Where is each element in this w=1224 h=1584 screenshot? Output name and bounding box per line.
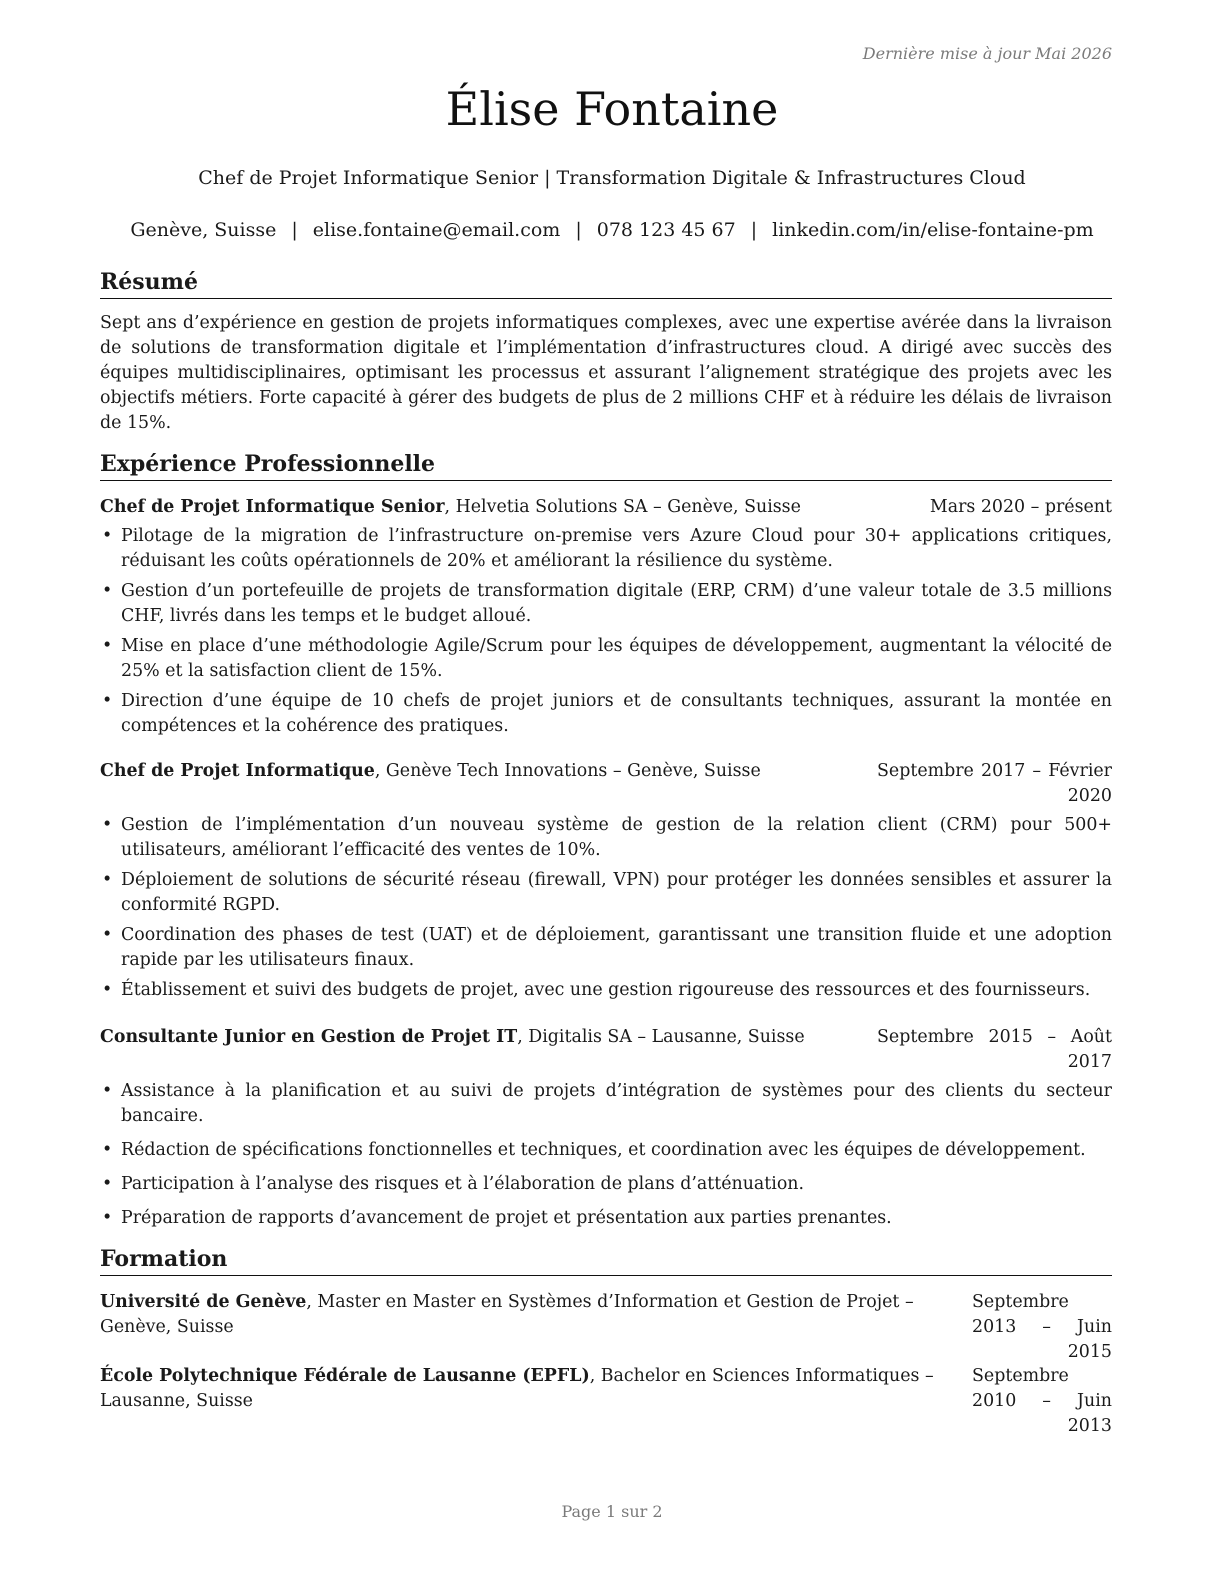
job-company: , Genève Tech Innovations – Genève, Suisse xyxy=(374,761,761,781)
list-item: • Rédaction de spécifications fonctionnelles et techniques, et coordination avec les équipes de développement. xyxy=(100,1138,1112,1163)
contact-separator: | xyxy=(575,219,582,241)
bullet-icon: • xyxy=(102,636,113,656)
education-entry xyxy=(100,1290,1112,1362)
bullet-icon: • xyxy=(102,1208,113,1228)
list-item: • Déploiement de solutions de sécurité réseau (firewall, VPN) pour protéger les données sensibles et assurer la conformité RGPD. xyxy=(102,870,1112,915)
education-dates: Septembre 2013 – Juin 2015 xyxy=(972,1292,1112,1362)
bullet-icon: • xyxy=(102,526,113,546)
education-dates: Septembre 2010 – Juin 2013 xyxy=(972,1366,1112,1436)
list-item: • Établissement et suivi des budgets de projet, avec une gestion rigoureuse des ressources et des fournisseurs. xyxy=(100,978,1112,1003)
education-school: Université de Genève xyxy=(100,1292,307,1312)
education-detail: , Bachelor en Sciences Informatiques – Lausanne, Suisse xyxy=(100,1366,934,1411)
bullet-icon: • xyxy=(102,870,113,890)
candidate-name: Élise Fontaine xyxy=(445,82,779,136)
job-entry xyxy=(100,495,1112,739)
summary-text: Sept ans d’expérience en gestion de projets informatiques complexes, avec une expertise avérée dans la livraison de solutions de transformation digitale et l’implémentation d’infrastructures cloud. A dirigé avec succès des équipes multidisciplinaires, optimisant les processus et assurant l’alignement stratégique des projets avec les objectifs métiers. Forte capacité à gérer des budgets de plus de 2 millions CHF et à réduire les délais de livraison de 15%. xyxy=(100,313,1112,433)
job-dates: Septembre 2015 – Août 2017 xyxy=(877,1027,1112,1072)
contact-line xyxy=(0,219,1224,241)
summary-section xyxy=(100,268,1112,436)
job-role: Chef de Projet Informatique Senior xyxy=(100,497,445,517)
bullet-icon: • xyxy=(102,1140,113,1160)
list-item: • Mise en place d’une méthodologie Agile/Scrum pour les équipes de développement, augmentant la vélocité de 25% et la satisfaction client de 15%. xyxy=(102,636,1112,681)
job-dates: Mars 2020 – présent xyxy=(929,497,1112,517)
job-dates: Septembre 2017 – Février 2020 xyxy=(877,761,1112,806)
job-company: , Digitalis SA – Lausanne, Suisse xyxy=(517,1027,805,1047)
job-bullets xyxy=(100,524,1112,739)
job-entry xyxy=(100,759,1112,1003)
page-number: Page 1 sur 2 xyxy=(561,1502,663,1521)
list-item: • Gestion de l’implémentation d’un nouveau système de gestion de la relation client (CRM) pour 500+ utilisateurs, améliorant l’efficacité des ventes de 10%. xyxy=(102,815,1112,860)
education-detail: , Master en Master en Systèmes d’Information et Gestion de Projet – Genève, Suisse xyxy=(100,1292,914,1337)
list-item: • Gestion d’un portefeuille de projets de transformation digitale (ERP, CRM) d’une valeur totale de 3.5 millions CHF, livrés dans les temps et le budget alloué. xyxy=(102,581,1112,626)
bullet-icon: • xyxy=(102,1174,113,1194)
list-item: • Pilotage de la migration de l’infrastructure on-premise vers Azure Cloud pour 30+ applications critiques, réduisant les coûts opérationnels de 20% et améliorant la résilience du système. xyxy=(102,526,1112,571)
bullet-icon: • xyxy=(102,1081,113,1101)
contact-email[interactable]: elise.fontaine@email.com xyxy=(312,219,561,241)
job-bullets xyxy=(100,1079,1112,1231)
list-item: • Assistance à la planification et au suivi de projets d’intégration de systèmes pour des clients du secteur bancaire. xyxy=(102,1081,1112,1126)
section-title-experience: Expérience Professionnelle xyxy=(100,450,1112,481)
job-bullets xyxy=(100,813,1112,1003)
list-item: • Participation à l’analyse des risques et à l’élaboration de plans d’atténuation. xyxy=(100,1172,1112,1197)
education-entry xyxy=(100,1364,1112,1436)
job-header xyxy=(100,1025,1112,1075)
education-section xyxy=(100,1245,1112,1436)
education-school: École Polytechnique Fédérale de Lausanne (EPFL) xyxy=(100,1366,590,1386)
contact-location: Genève, Suisse xyxy=(130,219,277,241)
job-role: Consultante Junior en Gestion de Projet IT xyxy=(100,1027,518,1047)
job-entry xyxy=(100,1025,1112,1231)
section-title-education: Formation xyxy=(100,1245,1112,1276)
job-role: Chef de Projet Informatique xyxy=(100,761,375,781)
job-header xyxy=(100,495,1112,520)
bullet-icon: • xyxy=(102,980,113,1000)
job-header xyxy=(100,759,1112,809)
contact-linkedin[interactable]: linkedin.com/in/elise-fontaine-pm xyxy=(772,219,1094,241)
job-company: , Helvetia Solutions SA – Genève, Suisse xyxy=(444,497,801,517)
section-title-summary: Résumé xyxy=(100,268,1112,299)
list-item: • Coordination des phases de test (UAT) et de déploiement, garantissant une transition fluide et une adoption rapide par les utilisateurs finaux. xyxy=(102,925,1112,970)
contact-separator: | xyxy=(750,219,758,241)
bullet-icon: • xyxy=(102,691,113,711)
bullet-icon: • xyxy=(102,925,113,945)
experience-section xyxy=(100,450,1112,1231)
contact-phone: 078 123 45 67 xyxy=(596,219,736,241)
list-item: • Direction d’une équipe de 10 chefs de projet juniors et de consultants techniques, assurant la montée en compétences et la cohérence des pratiques. xyxy=(102,691,1112,736)
last-update-note: Dernière mise à jour Mai 2026 xyxy=(862,44,1112,63)
bullet-icon: • xyxy=(102,581,113,601)
resume-body xyxy=(100,268,1112,1436)
contact-separator: | xyxy=(291,219,298,241)
tagline: Chef de Projet Informatique Senior | Transformation Digitale & Infrastructures Cloud xyxy=(198,167,1026,189)
list-item: • Préparation de rapports d’avancement de projet et présentation aux parties prenantes. xyxy=(100,1206,1112,1231)
bullet-icon: • xyxy=(102,815,113,835)
